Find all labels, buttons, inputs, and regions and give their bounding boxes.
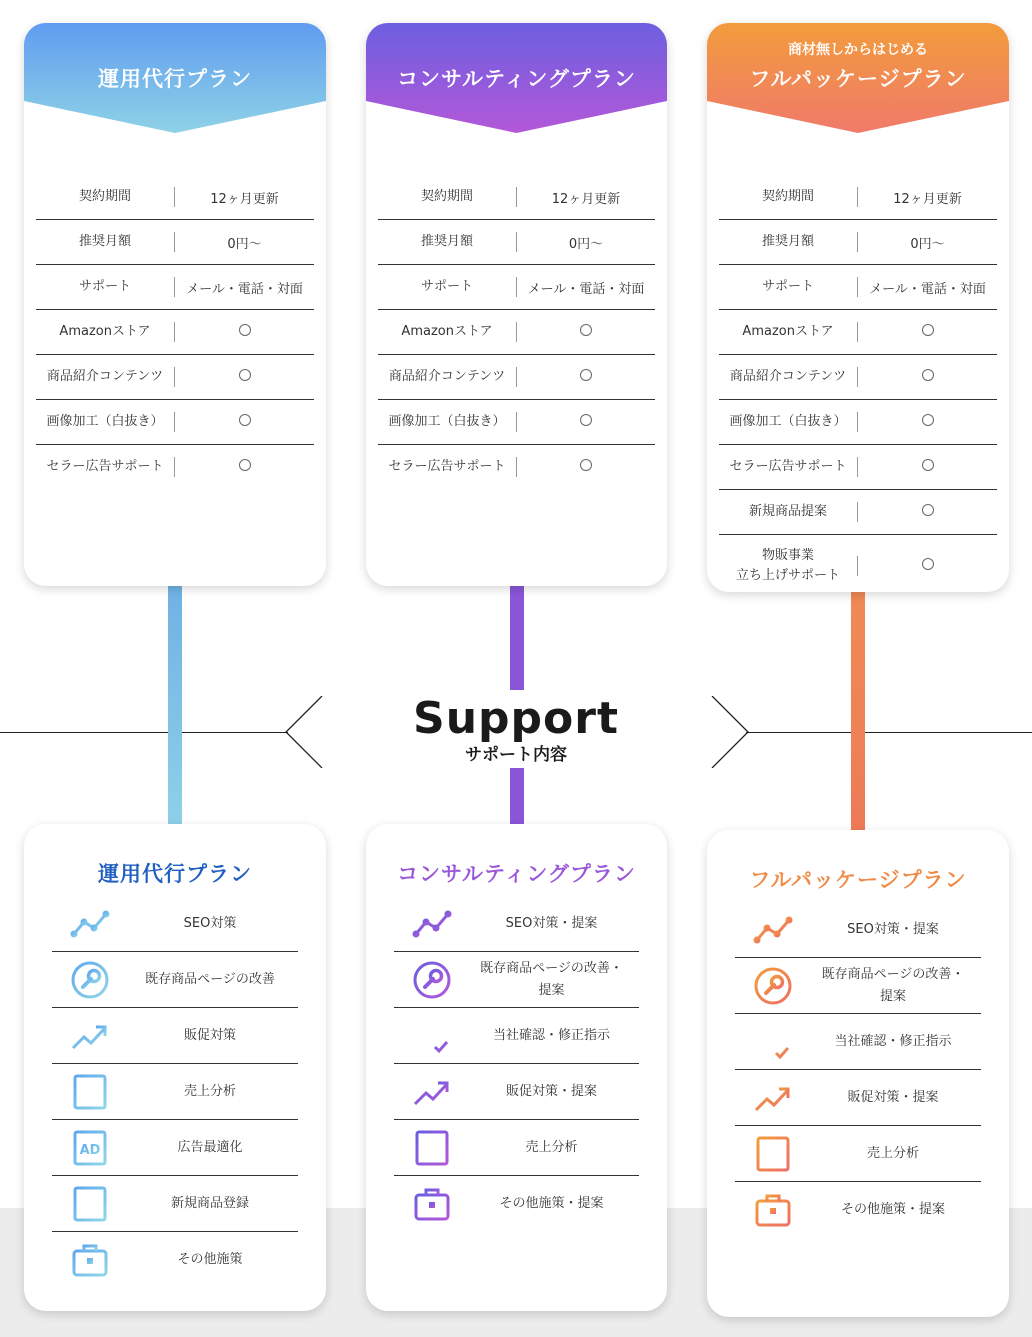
plan-row (719, 265, 997, 310)
service-label: 売上分析 (866, 1145, 919, 1161)
wrench-icon (735, 966, 811, 1006)
trend-up-icon (394, 1072, 470, 1112)
plan-row-value (517, 369, 655, 385)
plan-row-label: 物販事業 立ち上げサポート (735, 548, 840, 583)
available-mark-icon (922, 504, 934, 516)
service-card-fullpackage (707, 830, 1009, 1317)
plan-row-label: 契約期間 (78, 189, 131, 204)
plan-row-value (858, 324, 997, 340)
wrench-icon-svg (70, 960, 110, 1000)
available-mark-icon (239, 324, 251, 336)
service-row (52, 1120, 298, 1176)
wrench-icon (52, 960, 128, 1000)
service-row (394, 1008, 639, 1064)
service-label: 当社確認・修正指示 (834, 1033, 952, 1049)
plan-title: コンサルティングプラン (397, 67, 636, 91)
plan-pretitle: 商材無しからはじめる (788, 42, 928, 58)
service-row (394, 896, 639, 952)
plan-row-label: 推奨月額 (78, 234, 131, 249)
plan-row-label: Amazonストア (742, 324, 834, 339)
service-label: 販促対策・提案 (847, 1089, 939, 1105)
briefcase-icon (52, 1240, 128, 1280)
bar-chart-icon-svg (70, 1072, 110, 1112)
svg-text:AD: AD (79, 1142, 101, 1158)
plan-row-label: セラー広告サポート (46, 459, 164, 474)
plan-rows (719, 175, 997, 592)
service-row (735, 902, 981, 958)
plan-row-label: 画像加工（白抜き） (46, 414, 164, 429)
plan-row-label: 商品紹介コンテンツ (388, 369, 506, 384)
available-mark-icon (580, 324, 592, 336)
service-label: 既存商品ページの改善・ 提案 (480, 960, 623, 998)
plan-row (719, 490, 997, 535)
trend-line-icon (52, 904, 128, 944)
service-label: 販促対策 (183, 1027, 236, 1043)
trend-line-icon (735, 910, 811, 950)
briefcase-icon-svg (412, 1184, 452, 1224)
plan-row-label: セラー広告サポート (388, 459, 506, 474)
service-row (52, 1064, 298, 1120)
checklist-icon (735, 1022, 811, 1062)
plan-row-value (175, 369, 314, 385)
service-rows (394, 896, 639, 1231)
plan-row-value (858, 558, 997, 574)
checklist-icon (394, 1016, 470, 1056)
plan-row-value (175, 414, 314, 430)
support-title: Support (413, 693, 619, 744)
service-title: コンサルティングプラン (397, 862, 636, 886)
plan-row-value: 0円〜 (568, 236, 604, 252)
service-rows (52, 896, 298, 1287)
plan-title: フルパッケージプラン (749, 67, 967, 91)
briefcase-icon (735, 1190, 811, 1230)
service-label: 当社確認・修正指示 (492, 1027, 610, 1043)
service-label: その他施策・提案 (840, 1201, 945, 1217)
trend-up-icon-svg (412, 1072, 452, 1112)
plan-row (36, 220, 314, 265)
plan-row (719, 400, 997, 445)
plan-rows (378, 175, 655, 489)
plan-row-label: 新規商品提案 (748, 504, 827, 519)
available-mark-icon (239, 414, 251, 426)
divider-left (0, 732, 288, 733)
service-card-operation (24, 824, 326, 1311)
plus-box-icon (52, 1184, 128, 1224)
briefcase-icon-svg (753, 1190, 793, 1230)
service-label: SEO対策 (183, 915, 237, 931)
plan-row-label: サポート (420, 279, 473, 294)
plus-box-icon-svg (70, 1184, 110, 1224)
trend-line-icon-svg (753, 910, 793, 950)
plan-row-value (858, 459, 997, 475)
service-row (394, 1120, 639, 1176)
chevron-right-icon (710, 696, 750, 768)
trend-up-icon-svg (70, 1016, 110, 1056)
available-mark-icon (239, 459, 251, 471)
service-label: 売上分析 (183, 1083, 236, 1099)
service-row (735, 958, 981, 1014)
plan-row (378, 400, 655, 445)
available-mark-icon (922, 459, 934, 471)
service-row (52, 1176, 298, 1232)
available-mark-icon (922, 558, 934, 570)
service-label: SEO対策・提案 (505, 915, 598, 931)
service-row (394, 1176, 639, 1231)
wrench-icon-svg (412, 960, 452, 1000)
plan-row (36, 175, 314, 220)
plan-row (719, 535, 997, 592)
wrench-icon (394, 960, 470, 1000)
support-subtitle: サポート内容 (465, 745, 567, 765)
service-label: 売上分析 (525, 1139, 578, 1155)
plan-row-value: メール・電話・対面 (527, 281, 645, 297)
bar-chart-icon (52, 1072, 128, 1112)
briefcase-icon-svg (70, 1240, 110, 1280)
plan-row (378, 355, 655, 400)
trend-line-icon (394, 904, 470, 944)
service-row (735, 1182, 981, 1237)
plan-row-value: 12ヶ月更新 (551, 191, 621, 207)
service-row (735, 1070, 981, 1126)
ad-icon (52, 1128, 128, 1168)
plan-card-operation (24, 23, 326, 586)
service-label: その他施策 (177, 1251, 243, 1267)
plan-title: 運用代行プラン (98, 67, 252, 91)
plan-row-value (175, 459, 314, 475)
plan-row-label: 画像加工（白抜き） (388, 414, 506, 429)
trend-up-icon (735, 1078, 811, 1118)
service-row (735, 1126, 981, 1182)
service-title: フルパッケージプラン (749, 868, 967, 892)
plan-row (36, 400, 314, 445)
trend-up-icon (52, 1016, 128, 1056)
plan-row (719, 355, 997, 400)
checklist-icon-svg (753, 1022, 793, 1062)
divider-right (746, 732, 1032, 733)
plan-row (36, 310, 314, 355)
service-row (394, 952, 639, 1008)
plan-row-label: 商品紹介コンテンツ (729, 369, 847, 384)
plan-row (719, 310, 997, 355)
checklist-icon-svg (412, 1016, 452, 1056)
plan-row (378, 445, 655, 489)
plan-row (36, 445, 314, 489)
available-mark-icon (922, 414, 934, 426)
service-label: 既存商品ページの改善・ 提案 (821, 966, 965, 1004)
plan-row-value (858, 369, 997, 385)
plan-row-value: 12ヶ月更新 (893, 191, 962, 207)
wrench-icon-svg (753, 966, 793, 1006)
trend-line-icon-svg (412, 904, 452, 944)
plan-row-label: Amazonストア (59, 324, 151, 339)
service-row (52, 952, 298, 1008)
plan-card-consulting (366, 23, 667, 586)
ad-icon-svg (70, 1128, 110, 1168)
plan-row-label: 画像加工（白抜き） (729, 414, 847, 429)
plan-row-value: メール・電話・対面 (869, 281, 986, 297)
plan-row-value: 0円〜 (910, 236, 945, 252)
service-title: 運用代行プラン (98, 862, 252, 886)
plan-row-value (517, 459, 655, 475)
plan-row-value (858, 504, 997, 520)
plan-row-value (517, 414, 655, 430)
plan-row-label: 契約期間 (761, 189, 814, 204)
plan-row-label: サポート (761, 279, 814, 294)
chevron-left-icon (284, 696, 324, 768)
plan-row-value: 12ヶ月更新 (210, 191, 279, 207)
plan-row (719, 175, 997, 220)
plan-row (378, 175, 655, 220)
bar-chart-icon-svg (753, 1134, 793, 1174)
service-label: SEO対策・提案 (847, 921, 939, 937)
connector-blue (168, 586, 182, 826)
bar-chart-icon (394, 1128, 470, 1168)
plan-row-label: 推奨月額 (420, 234, 473, 249)
plan-row-value (858, 414, 997, 430)
bar-chart-icon (735, 1134, 811, 1174)
connector-orange (851, 592, 865, 832)
briefcase-icon (394, 1184, 470, 1224)
available-mark-icon (239, 369, 251, 381)
available-mark-icon (922, 324, 934, 336)
plan-row (378, 220, 655, 265)
service-row (52, 1232, 298, 1287)
support-heading (386, 690, 646, 768)
trend-up-icon-svg (753, 1078, 793, 1118)
service-row (735, 1014, 981, 1070)
plan-row-value: 0円〜 (227, 236, 262, 252)
plan-row (719, 220, 997, 265)
plan-rows (36, 175, 314, 489)
service-row (52, 1008, 298, 1064)
service-label: 広告最適化 (177, 1139, 243, 1155)
plan-row (378, 265, 655, 310)
plan-row-value (517, 324, 655, 340)
plan-row (36, 265, 314, 310)
plan-row-value: メール・電話・対面 (186, 281, 303, 297)
plan-row-label: セラー広告サポート (729, 459, 847, 474)
plan-row (719, 445, 997, 490)
service-label: 新規商品登録 (170, 1195, 249, 1211)
service-card-consulting (366, 824, 667, 1311)
plan-row-value (175, 324, 314, 340)
available-mark-icon (922, 369, 934, 381)
plan-row (378, 310, 655, 355)
bar-chart-icon-svg (412, 1128, 452, 1168)
plan-card-fullpackage (707, 23, 1009, 592)
service-label: その他施策・提案 (499, 1195, 604, 1211)
service-label: 販促対策・提案 (505, 1083, 597, 1099)
available-mark-icon (580, 414, 592, 426)
plan-row-label: 商品紹介コンテンツ (46, 369, 164, 384)
available-mark-icon (580, 369, 592, 381)
service-row (394, 1064, 639, 1120)
trend-line-icon-svg (70, 904, 110, 944)
service-rows (735, 902, 981, 1237)
plan-row (36, 355, 314, 400)
plan-row-label: 契約期間 (420, 189, 473, 204)
plan-row-label: 推奨月額 (761, 234, 814, 249)
service-label: 既存商品ページの改善 (145, 971, 275, 987)
available-mark-icon (580, 459, 592, 471)
plan-row-label: サポート (78, 279, 131, 294)
plan-row-label: Amazonストア (401, 324, 493, 339)
service-row (52, 896, 298, 952)
